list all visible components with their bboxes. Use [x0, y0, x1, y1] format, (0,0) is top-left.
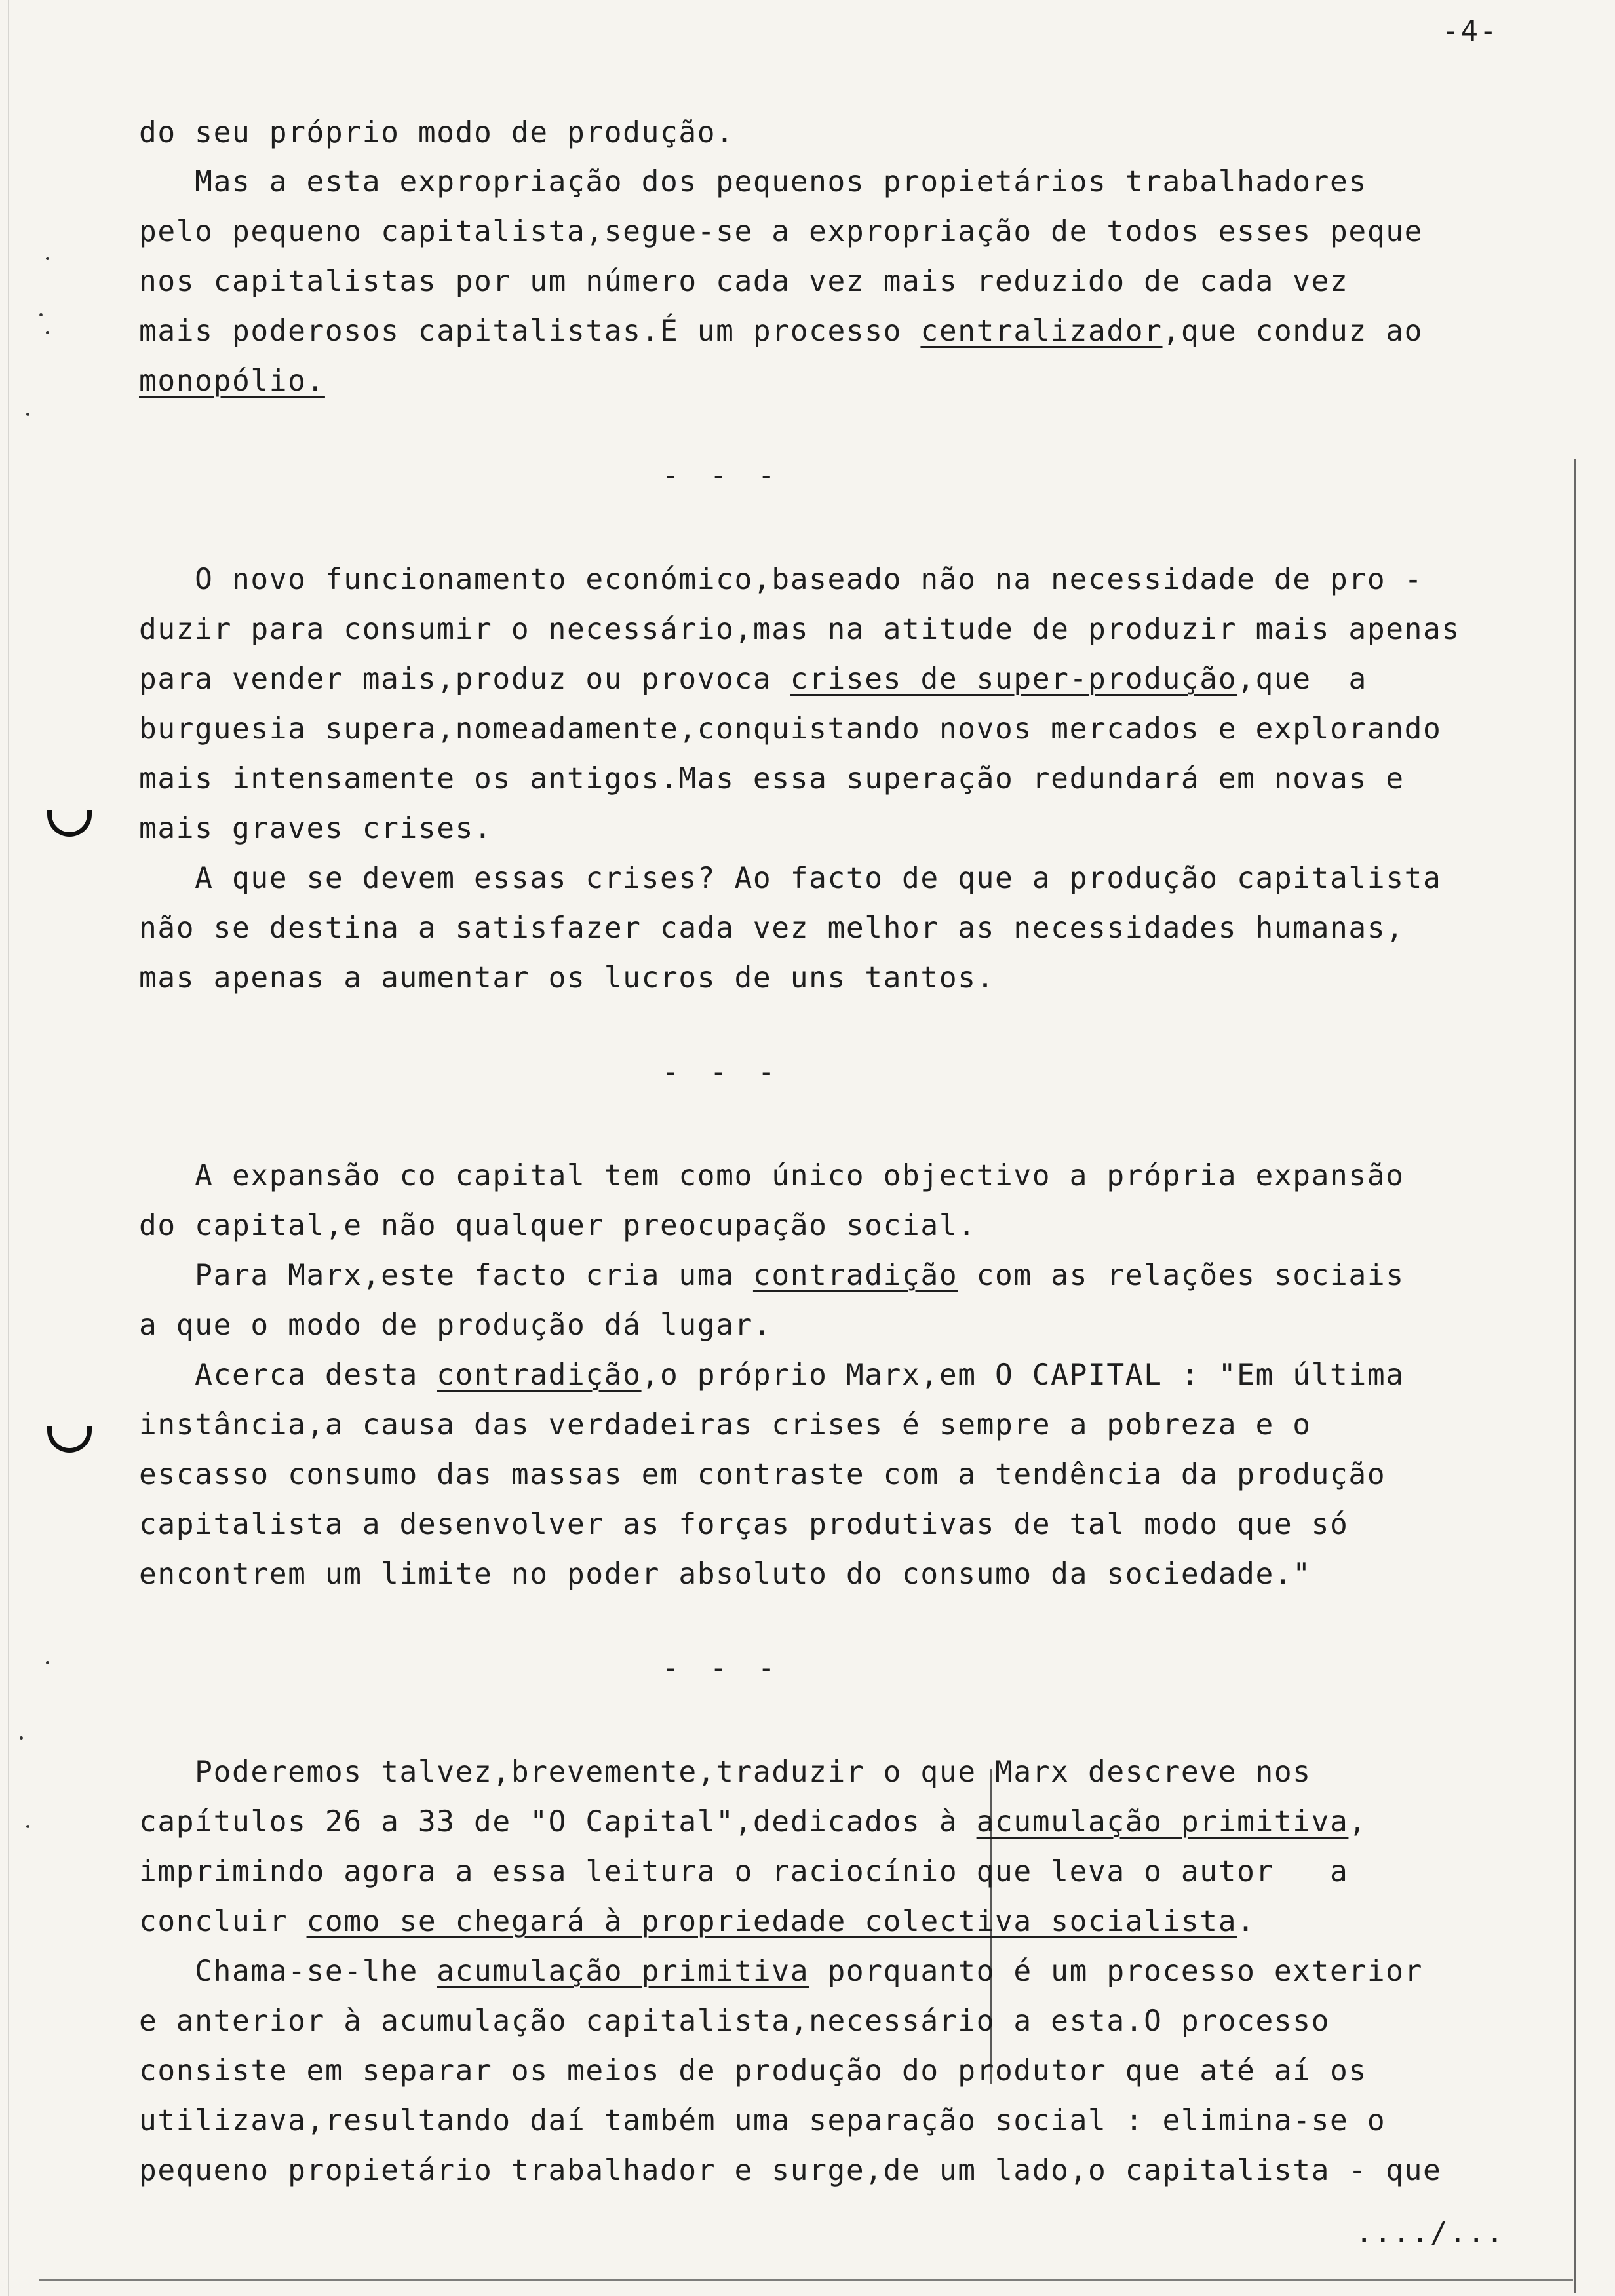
scan-speck: [20, 1736, 23, 1740]
text-line: mais graves crises.: [139, 812, 493, 845]
scan-speck: [46, 1661, 49, 1664]
text-line: capítulos 26 a 33 de "O Capital",dedicados à acumulação primitiva,: [139, 1805, 1367, 1839]
binder-hole-icon: [47, 810, 92, 837]
text-line: A que se devem essas crises? Ao facto de que a produção capitalista: [139, 862, 1442, 895]
text-line: e anterior à acumulação capitalista,necessário a esta.O processo: [139, 2004, 1331, 2038]
scan-speck: [46, 331, 49, 334]
scan-speck: [46, 257, 49, 260]
text-line: capitalista a desenvolver as forças produtivas de tal modo que só: [139, 1508, 1349, 1541]
text-line: instância,a causa das verdadeiras crises é sempre a pobreza e o: [139, 1408, 1312, 1442]
scan-speck: [26, 413, 29, 416]
page-left-edge: [8, 0, 9, 2296]
text-line: do seu próprio modo de produção.: [139, 116, 735, 149]
text-line: pelo pequeno capitalista,segue-se a expropriação de todos esses peque: [139, 215, 1423, 248]
section-separator: - - -: [662, 1055, 782, 1088]
text-line: pequeno propietário trabalhador e surge,de um lado,o capitalista - que: [139, 2154, 1442, 2187]
binder-hole-icon: [47, 1426, 92, 1453]
text-line: a que o modo de produção dá lugar.: [139, 1309, 772, 1342]
text-line: mas apenas a aumentar os lucros de uns tantos.: [139, 961, 995, 995]
text-line: do capital,e não qualquer preocupação social.: [139, 1209, 977, 1242]
text-line: Para Marx,este facto cria uma contradição com as relações sociais: [139, 1259, 1405, 1292]
section-separator: - - -: [662, 459, 782, 492]
text-line: mais poderosos capitalistas.É um processo centralizador,que conduz ao: [139, 315, 1424, 348]
continuation-mark: ..../...: [1355, 2216, 1505, 2249]
scan-speck: [26, 1825, 29, 1828]
text-line: concluir como se chegará à propriedade colectiva socialista.: [139, 1905, 1256, 1938]
text-line: consiste em separar os meios de produção do produtor que até aí os: [139, 2054, 1367, 2088]
text-line: Acerca desta contradição,o próprio Marx,em O CAPITAL : "Em última: [139, 1358, 1405, 1392]
text-line: nos capitalistas por um número cada vez mais reduzido de cada vez: [139, 265, 1349, 298]
text-line: mais intensamente os antigos.Mas essa superação redundará em novas e: [139, 762, 1405, 795]
text-line: para vender mais,produz ou provoca crises de super-produção,que a: [139, 662, 1367, 696]
text-line: imprimindo agora a essa leitura o raciocínio que leva o autor a: [139, 1855, 1349, 1888]
text-line: A expansão co capital tem como único objectivo a própria expansão: [139, 1159, 1405, 1193]
text-line: duzir para consumir o necessário,mas na atitude de produzir mais apenas: [139, 613, 1460, 646]
text-line: escasso consumo das massas em contraste com a tendência da produção: [139, 1458, 1386, 1491]
text-line: burguesia supera,nomeadamente,conquistando novos mercados e explorando: [139, 712, 1442, 746]
text-line: encontrem um limite no poder absoluto do consumo da sociedade.": [139, 1558, 1312, 1591]
scan-speck: [39, 313, 43, 316]
section-separator: - - -: [662, 1651, 782, 1685]
text-line: Mas a esta expropriação dos pequenos propietários trabalhadores: [139, 165, 1367, 199]
page-right-edge: [1574, 459, 1576, 2293]
page-number: -4-: [1442, 14, 1498, 48]
text-line: Poderemos talvez,brevemente,traduzir o que Marx descreve nos: [139, 1755, 1312, 1789]
text-line: O novo funcionamento económico,baseado não na necessidade de pro -: [139, 563, 1423, 596]
text-line: utilizava,resultando daí também uma separação social : elimina-se o: [139, 2104, 1386, 2137]
text-line: monopólio.: [139, 364, 325, 398]
page-bottom-edge: [39, 2279, 1573, 2281]
text-line: Chama-se-lhe acumulação primitiva porquanto é um processo exterior: [139, 1955, 1424, 1988]
text-line: não se destina a satisfazer cada vez melhor as necessidades humanas,: [139, 911, 1405, 945]
